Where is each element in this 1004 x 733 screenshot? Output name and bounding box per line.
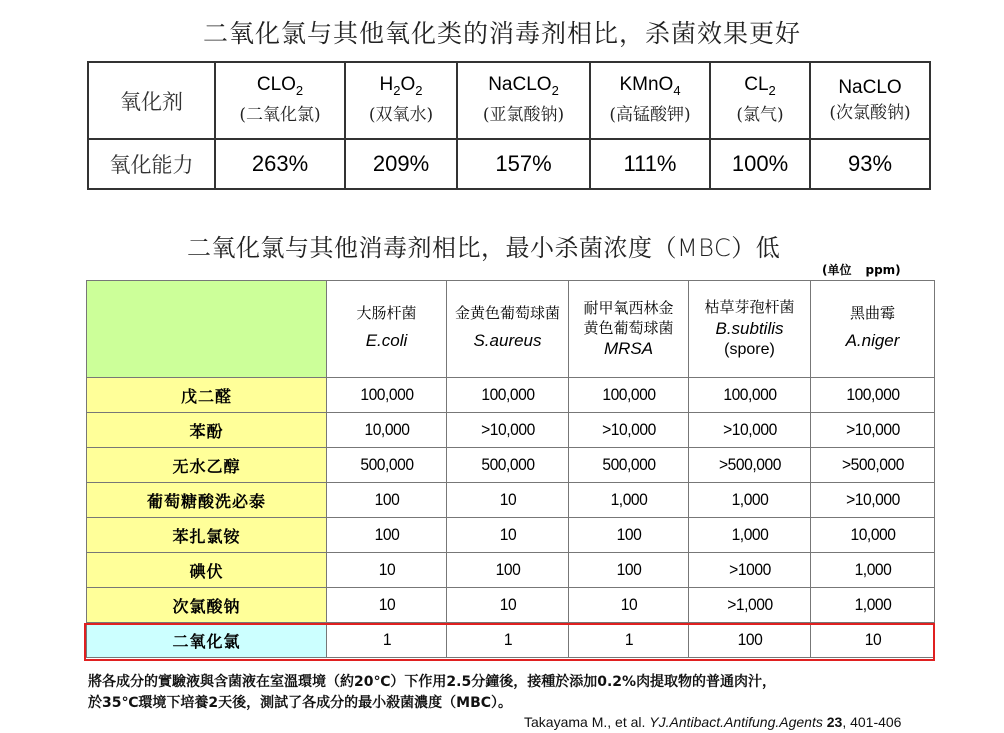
capacity-value: 100% — [710, 139, 810, 189]
row-label-capacity: 氧化能力 — [88, 139, 215, 189]
agent-label: 无水乙醇 — [87, 448, 327, 483]
mbc-value: 100 — [331, 483, 441, 518]
table-row — [87, 413, 935, 448]
mbc-value: 100 — [451, 553, 563, 588]
mbc-value: 10 — [331, 588, 441, 623]
mbc-value: 500,000 — [573, 448, 683, 483]
mbc-value: >10,000 — [693, 413, 805, 448]
organism-header-mrsa: 耐甲氧西林金 黄色葡萄球菌 MRSA — [569, 281, 689, 378]
agent-label: 苯扎氯铵 — [87, 518, 327, 553]
table-row-highlighted — [87, 623, 935, 658]
mbc-value: >10,000 — [815, 483, 929, 518]
mbc-value: 10,000 — [815, 518, 929, 553]
mbc-value: 10,000 — [331, 413, 441, 448]
mbc-value: 500,000 — [451, 448, 563, 483]
oxidant-naclo2: NaCLO$_2$ (亚氯酸钠) — [457, 62, 590, 139]
organism-header-ecoli: 大肠杆菌 E.coli — [327, 281, 447, 378]
oxidant-clo2: $CLO_2$ (二氧化氯) — [215, 62, 345, 139]
method-note: 將各成分的實驗液與含菌液在室溫環境（約20℃）下作用2.5分鐘後，接種於添加0.2%肉提取物的普通肉汁， 於35℃環境下培養2天後，測試了各成分的最小殺菌濃度（MBC）。 — [88, 674, 777, 711]
capacity-value: 157% — [457, 139, 590, 189]
agent-label: 戊二醛 — [87, 378, 327, 413]
mbc-value: 100 — [693, 623, 805, 658]
mbc-value: >10,000 — [451, 413, 563, 448]
table-row — [87, 518, 935, 553]
section-title-mbc: 二氧化氯与其他消毒剂相比，最小杀菌浓度（MBC）低 — [187, 234, 781, 262]
mbc-value: 100 — [573, 553, 683, 588]
oxidant-cl2: $CL_2$ (氯气) — [710, 62, 810, 139]
capacity-value: 93% — [810, 139, 930, 189]
oxidant-h2o2: $H_2O_2$ (双氧水) — [345, 62, 457, 139]
mbc-value: 10 — [331, 553, 441, 588]
mbc-value: 100 — [573, 518, 683, 553]
table-header-row — [87, 281, 935, 378]
mbc-value: >500,000 — [693, 448, 805, 483]
table-row — [88, 139, 930, 189]
unit-label: (单位 ppm) — [822, 263, 901, 277]
agent-label: 葡萄糖酸洗必泰 — [87, 483, 327, 518]
table-row — [88, 62, 930, 139]
oxidant-naclo: NaCLO (次氯酸钠) — [810, 62, 930, 139]
table-row — [87, 588, 935, 623]
organism-header-aniger: 黑曲霉 A.niger — [811, 281, 935, 378]
oxidation-capacity-table — [87, 61, 931, 190]
mbc-value: 500,000 — [331, 448, 441, 483]
page-title: 二氧化氯与其他氧化类的消毒剂相比，杀菌效果更好 — [202, 19, 801, 48]
mbc-value: 1,000 — [693, 518, 805, 553]
mbc-value: 1 — [573, 623, 683, 658]
table-row — [87, 448, 935, 483]
mbc-value: 100,000 — [331, 378, 441, 413]
mbc-value: >1000 — [693, 553, 805, 588]
mbc-value: >1,000 — [693, 588, 805, 623]
reference-citation: Takayama M., et al. YJ.Antibact.Antifung.Agents 23, 401-406 — [524, 714, 902, 730]
mbc-value: 1 — [451, 623, 563, 658]
mbc-value: 10 — [573, 588, 683, 623]
agent-label: 碘伏 — [87, 553, 327, 588]
mbc-value: 1 — [331, 623, 441, 658]
mbc-value: 10 — [451, 588, 563, 623]
mbc-value: 1,000 — [693, 483, 805, 518]
agent-label: 苯酚 — [87, 413, 327, 448]
mbc-value: 1,000 — [815, 588, 929, 623]
mbc-value: >10,000 — [815, 413, 929, 448]
capacity-value: 263% — [215, 139, 345, 189]
mbc-value: 10 — [451, 518, 563, 553]
organism-header-bsubtilis: 枯草芽孢杆菌 B.subtilis (spore) — [689, 281, 811, 378]
mbc-value: >500,000 — [815, 448, 929, 483]
capacity-value: 209% — [345, 139, 457, 189]
mbc-value: 10 — [815, 623, 929, 658]
table-row — [87, 553, 935, 588]
row-label-oxidant: 氧化剂 — [88, 62, 215, 139]
mbc-value: 100,000 — [451, 378, 563, 413]
agent-label: 次氯酸钠 — [87, 588, 327, 623]
mbc-value: 10 — [451, 483, 563, 518]
mbc-value: 1,000 — [573, 483, 683, 518]
oxidant-kmno4: KMnO$_4$ (高锰酸钾) — [590, 62, 710, 139]
mbc-value: >10,000 — [573, 413, 683, 448]
header-corner — [87, 281, 327, 378]
mbc-table — [86, 280, 935, 658]
organism-header-saureus: 金黄色葡萄球菌 S.aureus — [447, 281, 569, 378]
mbc-value: 100,000 — [693, 378, 805, 413]
mbc-value: 100 — [331, 518, 441, 553]
table-row — [87, 378, 935, 413]
mbc-value: 100,000 — [815, 378, 929, 413]
table-row — [87, 483, 935, 518]
agent-label: 二氧化氯 — [87, 623, 327, 658]
mbc-value: 1,000 — [815, 553, 929, 588]
mbc-value: 100,000 — [573, 378, 683, 413]
capacity-value: 111% — [590, 139, 710, 189]
